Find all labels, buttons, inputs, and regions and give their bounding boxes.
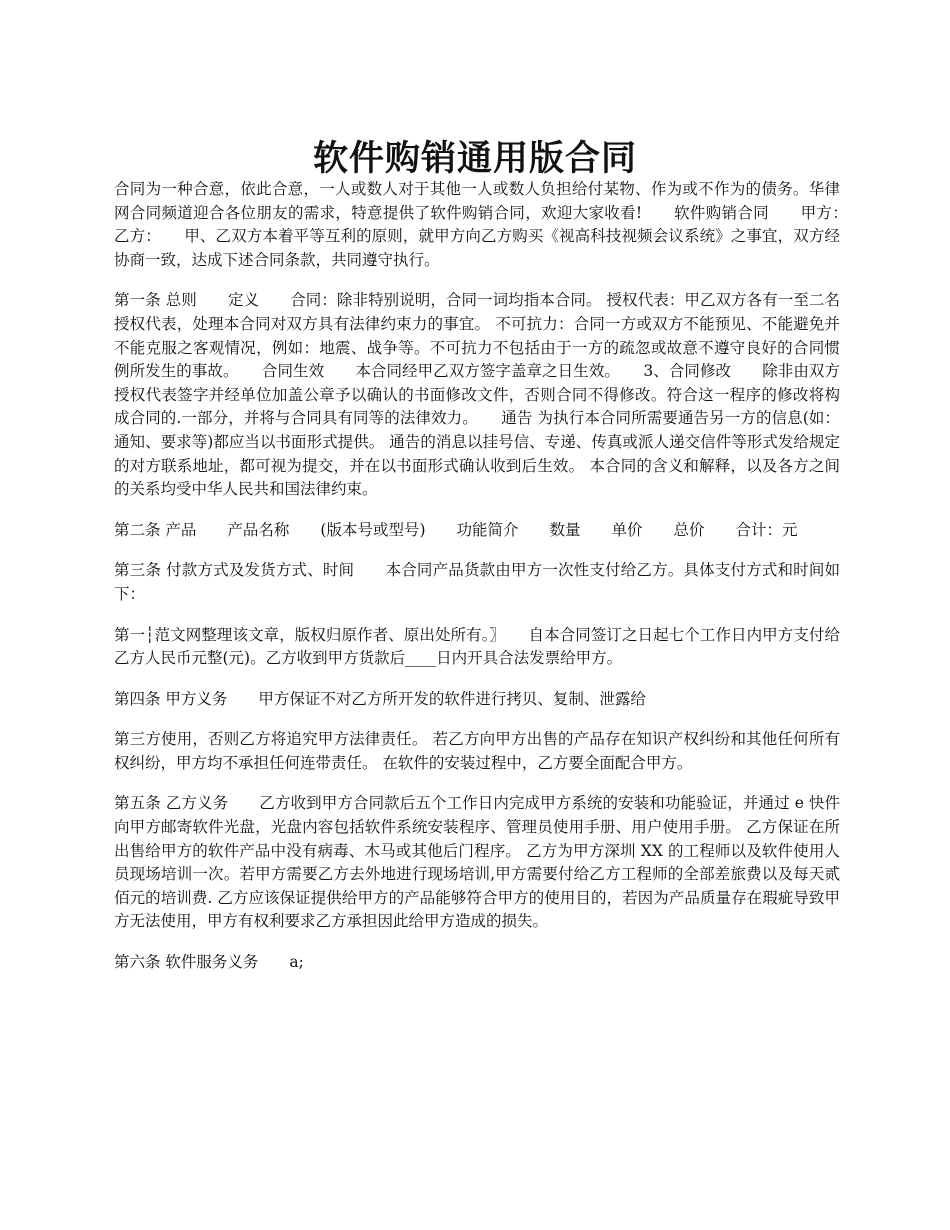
paragraph-article-5: 第五条 乙方义务 乙方收到甲方合同款后五个工作日内完成甲方系统的安装和功能验证，并通过 e 快件向甲方邮寄软件光盘，光盘内容包括软件系统安装程序、管理员使用手册、用户使用手册。 乙方保证在所出售给甲方的软件产品中没有病毒、木马或其他后门程序。 乙方为甲方深圳 XX 的工程师以及软件使用人员现场培训一次。若甲方需要乙方去外地进行现场培训,甲方需要付给乙方工程师的全部差旅费以及每天贰佰元的培训费. 乙方应该保证提供给甲方的产品能够符合甲方的使用目的，若因为产品质量存在瑕疵导致甲方无法使用，甲方有权利要求乙方承担因此给甲方造成的损失。 xyxy=(114,794,840,931)
paragraph-article-3: 第三条 付款方式及发货方式、时间 本合同产品货款由甲方一次性支付给乙方。具体支付方式和时间如下： xyxy=(114,561,840,603)
document-body xyxy=(114,178,887,992)
paragraph-payment: 第一┆范文网整理该文章，版权归原作者、原出处所有。〗 自本合同签订之日起七个工作日内甲方支付给乙方人民币元整(元)。乙方收到甲方货款后____日内开具合法发票给甲方。 xyxy=(114,625,840,668)
paragraph-article-1: 第一条 总则 定义 合同：除非特别说明，合同一词均指本合同。 授权代表：甲乙双方各有一至二名授权代表，处理本合同对双方具有法律约束力的事宜。 不可抗力：合同一方或双方不能预见、不能避免并不能克服之客观情况，例如：地震、战争等。不可抗力不包括由于一方的疏忽或故意不遵守良好的合同惯例所发生的事故。 合同生效 本合同经甲乙双方签字盖章之日生效。 3、合同修改 除非由双方授权代表签字并经单位加盖公章予以确认的书面修改文件，否则合同不得修改。符合这一程序的修改将构成合同的.一部分，并将与合同具有同等的法律效力。 通告 为执行本合同所需要通告另一方的信息(如：通知、要求等)都应当以书面形式提供。 通告的消息以挂号信、专递、传真或派人递交信件等形式发给规定的对方联系地址，都可视为提交，并在以书面形式确认收到后生效。 本合同的含义和解释，以及各方之间的关系均受中华人民共和国法律约束。 xyxy=(114,291,840,499)
paragraph-article-2: 第二条 产品 产品名称 (版本号或型号) 功能简介 数量 单价 总价 合计：元 xyxy=(114,520,798,539)
document-title: 软件购销通用版合同 xyxy=(312,139,637,180)
paragraph-article-6: 第六条 软件服务义务 a; xyxy=(114,953,304,972)
paragraph-intro: 合同为一种合意，依此合意，一人或数人对于其他一人或数人负担给付某物、作为或不作为的债务。华律网合同频道迎合各位朋友的需求，特意提供了软件购销合同，欢迎大家收看! 软件购销合同 甲方： 乙方： 甲、乙双方本着平等互利的原则，就甲方向乙方购买《视高科技视频会议系统》之事宜，双方经协商一致，达成下述合同条款，共同遵守执行。 xyxy=(114,180,887,269)
paragraph-article-4: 第四条 甲方义务 甲方保证不对乙方所开发的软件进行拷贝、复制、泄露给 xyxy=(114,689,646,708)
paragraph-article-4-cont: 第三方使用，否则乙方将追究甲方法律责任。 若乙方向甲方出售的产品存在知识产权纠纷和其他任何所有权纠纷，甲方均不承担任何连带责任。 在软件的安装过程中，乙方要全面配合甲方。 xyxy=(114,730,840,772)
